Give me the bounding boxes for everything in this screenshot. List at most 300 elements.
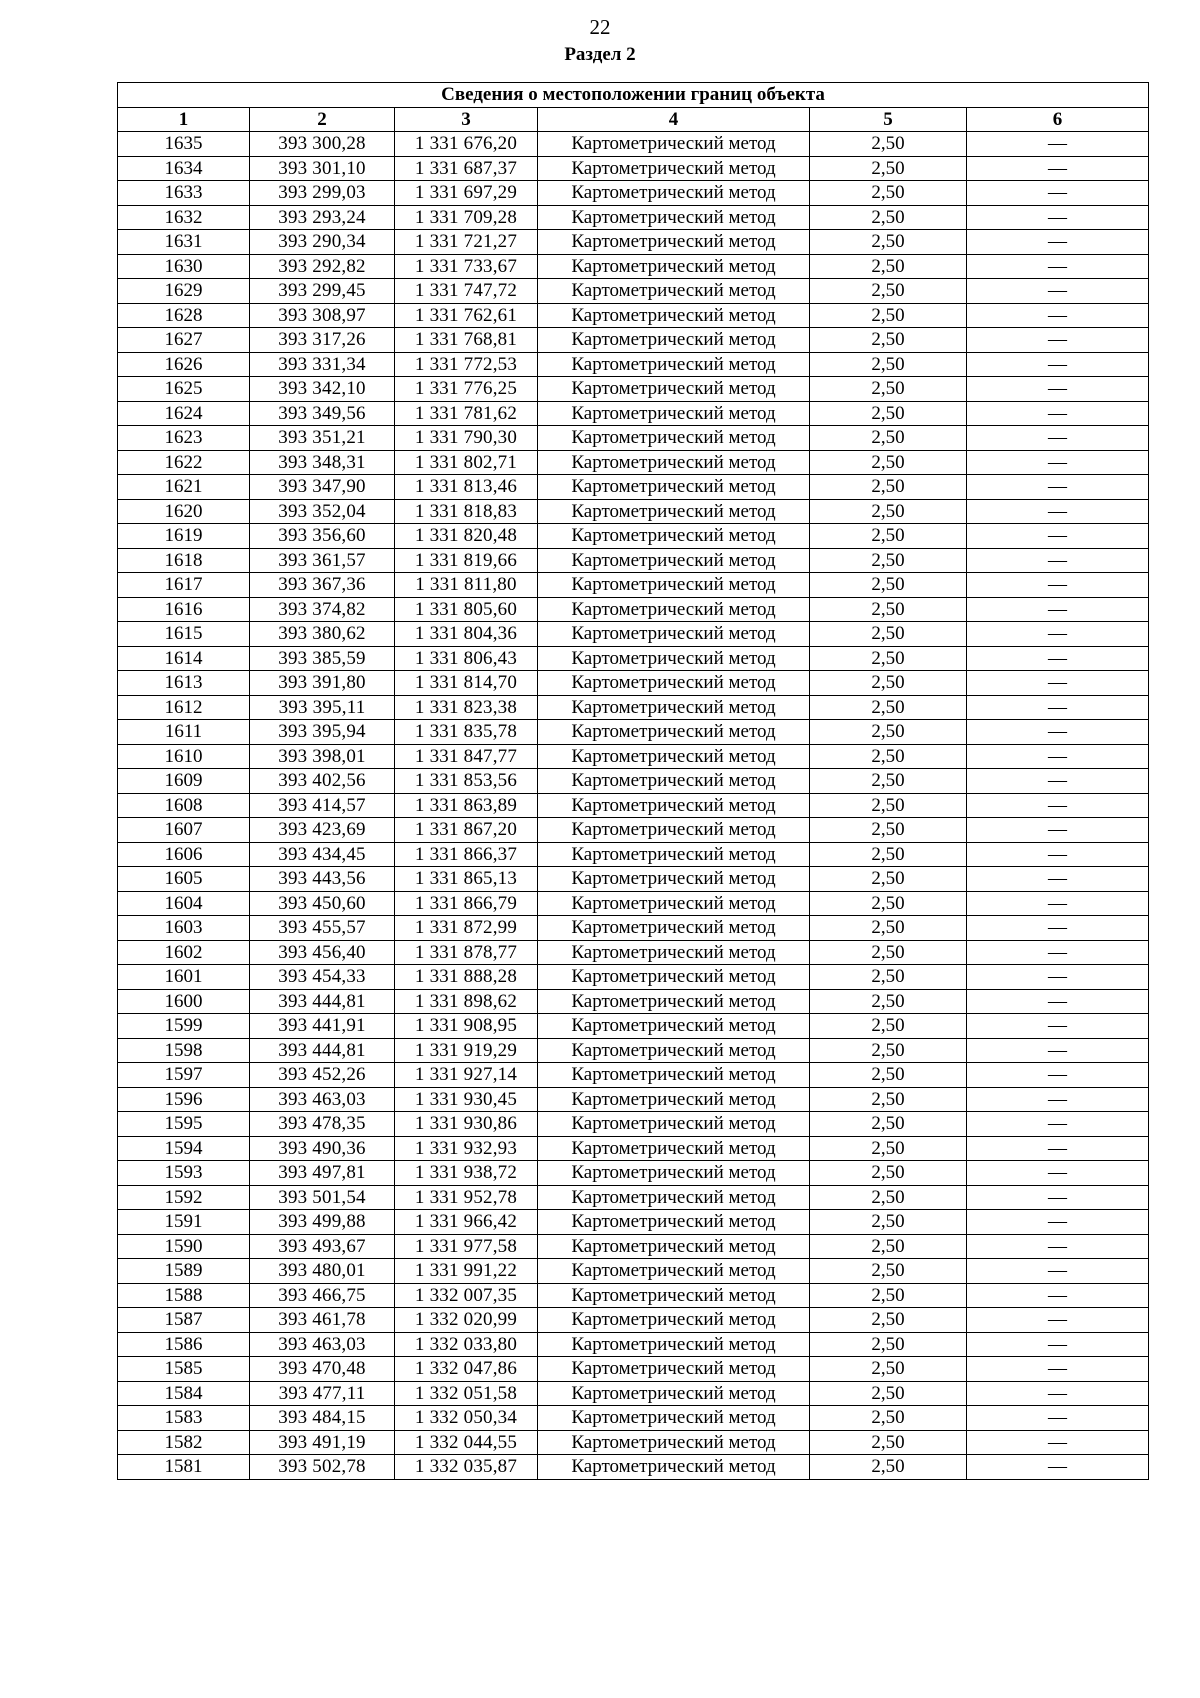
note-cell: — <box>967 1381 1149 1406</box>
y-coordinate-cell: 1 331 927,14 <box>395 1063 538 1088</box>
y-coordinate-cell: 1 331 676,20 <box>395 132 538 157</box>
note-cell: — <box>967 818 1149 843</box>
x-coordinate-cell: 393 395,94 <box>250 720 395 745</box>
x-coordinate-cell: 393 361,57 <box>250 548 395 573</box>
point-number-cell: 1624 <box>118 401 250 426</box>
accuracy-cell: 2,50 <box>810 1185 967 1210</box>
note-cell: — <box>967 1308 1149 1333</box>
column-number: 2 <box>250 107 395 132</box>
table-row <box>118 940 1149 965</box>
point-number-cell: 1614 <box>118 646 250 671</box>
y-coordinate-cell: 1 331 697,29 <box>395 181 538 206</box>
y-coordinate-cell: 1 331 721,27 <box>395 230 538 255</box>
x-coordinate-cell: 393 502,78 <box>250 1455 395 1480</box>
method-cell: Картометрический метод <box>538 842 810 867</box>
method-cell: Картометрический метод <box>538 1161 810 1186</box>
x-coordinate-cell: 393 385,59 <box>250 646 395 671</box>
note-cell: — <box>967 573 1149 598</box>
y-coordinate-cell: 1 331 932,93 <box>395 1136 538 1161</box>
x-coordinate-cell: 393 292,82 <box>250 254 395 279</box>
y-coordinate-cell: 1 331 867,20 <box>395 818 538 843</box>
accuracy-cell: 2,50 <box>810 744 967 769</box>
method-cell: Картометрический метод <box>538 793 810 818</box>
accuracy-cell: 2,50 <box>810 1406 967 1431</box>
point-number-cell: 1628 <box>118 303 250 328</box>
note-cell: — <box>967 254 1149 279</box>
note-cell: — <box>967 867 1149 892</box>
x-coordinate-cell: 393 477,11 <box>250 1381 395 1406</box>
y-coordinate-cell: 1 331 781,62 <box>395 401 538 426</box>
method-cell: Картометрический метод <box>538 230 810 255</box>
x-coordinate-cell: 393 452,26 <box>250 1063 395 1088</box>
point-number-cell: 1623 <box>118 426 250 451</box>
x-coordinate-cell: 393 301,10 <box>250 156 395 181</box>
note-cell: — <box>967 1136 1149 1161</box>
method-cell: Картометрический метод <box>538 1357 810 1382</box>
table-row <box>118 1357 1149 1382</box>
accuracy-cell: 2,50 <box>810 1381 967 1406</box>
accuracy-cell: 2,50 <box>810 450 967 475</box>
table-row <box>118 401 1149 426</box>
method-cell: Картометрический метод <box>538 1430 810 1455</box>
x-coordinate-cell: 393 463,03 <box>250 1087 395 1112</box>
point-number-cell: 1627 <box>118 328 250 353</box>
column-number: 3 <box>395 107 538 132</box>
accuracy-cell: 2,50 <box>810 1210 967 1235</box>
method-cell: Картометрический метод <box>538 891 810 916</box>
method-cell: Картометрический метод <box>538 818 810 843</box>
accuracy-cell: 2,50 <box>810 132 967 157</box>
note-cell: — <box>967 1430 1149 1455</box>
table-row <box>118 597 1149 622</box>
table-row <box>118 1332 1149 1357</box>
x-coordinate-cell: 393 423,69 <box>250 818 395 843</box>
x-coordinate-cell: 393 493,67 <box>250 1234 395 1259</box>
method-cell: Картометрический метод <box>538 671 810 696</box>
point-number-cell: 1589 <box>118 1259 250 1284</box>
y-coordinate-cell: 1 331 804,36 <box>395 622 538 647</box>
method-cell: Картометрический метод <box>538 1063 810 1088</box>
method-cell: Картометрический метод <box>538 1259 810 1284</box>
note-cell: — <box>967 940 1149 965</box>
accuracy-cell: 2,50 <box>810 940 967 965</box>
table-row <box>118 328 1149 353</box>
x-coordinate-cell: 393 395,11 <box>250 695 395 720</box>
point-number-cell: 1620 <box>118 499 250 524</box>
accuracy-cell: 2,50 <box>810 818 967 843</box>
y-coordinate-cell: 1 331 802,71 <box>395 450 538 475</box>
table-row <box>118 475 1149 500</box>
method-cell: Картометрический метод <box>538 622 810 647</box>
point-number-cell: 1631 <box>118 230 250 255</box>
point-number-cell: 1593 <box>118 1161 250 1186</box>
note-cell: — <box>967 352 1149 377</box>
x-coordinate-cell: 393 374,82 <box>250 597 395 622</box>
y-coordinate-cell: 1 331 814,70 <box>395 671 538 696</box>
note-cell: — <box>967 230 1149 255</box>
accuracy-cell: 2,50 <box>810 793 967 818</box>
x-coordinate-cell: 393 308,97 <box>250 303 395 328</box>
y-coordinate-cell: 1 331 952,78 <box>395 1185 538 1210</box>
note-cell: — <box>967 1455 1149 1480</box>
note-cell: — <box>967 1161 1149 1186</box>
y-coordinate-cell: 1 332 033,80 <box>395 1332 538 1357</box>
y-coordinate-cell: 1 331 811,80 <box>395 573 538 598</box>
y-coordinate-cell: 1 331 866,37 <box>395 842 538 867</box>
method-cell: Картометрический метод <box>538 352 810 377</box>
y-coordinate-cell: 1 331 865,13 <box>395 867 538 892</box>
table-row <box>118 622 1149 647</box>
note-cell: — <box>967 842 1149 867</box>
point-number-cell: 1601 <box>118 965 250 990</box>
point-number-cell: 1621 <box>118 475 250 500</box>
note-cell: — <box>967 328 1149 353</box>
x-coordinate-cell: 393 317,26 <box>250 328 395 353</box>
y-coordinate-cell: 1 331 790,30 <box>395 426 538 451</box>
point-number-cell: 1605 <box>118 867 250 892</box>
method-cell: Картометрический метод <box>538 426 810 451</box>
table-row <box>118 181 1149 206</box>
accuracy-cell: 2,50 <box>810 891 967 916</box>
table-row <box>118 744 1149 769</box>
note-cell: — <box>967 1406 1149 1431</box>
note-cell: — <box>967 1210 1149 1235</box>
table-row <box>118 132 1149 157</box>
y-coordinate-cell: 1 332 051,58 <box>395 1381 538 1406</box>
x-coordinate-cell: 393 391,80 <box>250 671 395 696</box>
note-cell: — <box>967 769 1149 794</box>
method-cell: Картометрический метод <box>538 867 810 892</box>
table-row <box>118 1259 1149 1284</box>
note-cell: — <box>967 695 1149 720</box>
note-cell: — <box>967 1185 1149 1210</box>
note-cell: — <box>967 181 1149 206</box>
method-cell: Картометрический метод <box>538 548 810 573</box>
note-cell: — <box>967 1357 1149 1382</box>
x-coordinate-cell: 393 455,57 <box>250 916 395 941</box>
y-coordinate-cell: 1 331 772,53 <box>395 352 538 377</box>
x-coordinate-cell: 393 299,03 <box>250 181 395 206</box>
note-cell: — <box>967 891 1149 916</box>
section-title: Раздел 2 <box>564 44 636 65</box>
method-cell: Картометрический метод <box>538 279 810 304</box>
table-row <box>118 426 1149 451</box>
y-coordinate-cell: 1 332 050,34 <box>395 1406 538 1431</box>
page-number: 22 <box>589 15 611 39</box>
point-number-cell: 1587 <box>118 1308 250 1333</box>
x-coordinate-cell: 393 499,88 <box>250 1210 395 1235</box>
accuracy-cell: 2,50 <box>810 965 967 990</box>
y-coordinate-cell: 1 331 776,25 <box>395 377 538 402</box>
y-coordinate-cell: 1 331 866,79 <box>395 891 538 916</box>
x-coordinate-cell: 393 398,01 <box>250 744 395 769</box>
note-cell: — <box>967 1332 1149 1357</box>
accuracy-cell: 2,50 <box>810 328 967 353</box>
y-coordinate-cell: 1 332 047,86 <box>395 1357 538 1382</box>
point-number-cell: 1607 <box>118 818 250 843</box>
point-number-cell: 1609 <box>118 769 250 794</box>
x-coordinate-cell: 393 342,10 <box>250 377 395 402</box>
point-number-cell: 1626 <box>118 352 250 377</box>
point-number-cell: 1590 <box>118 1234 250 1259</box>
x-coordinate-cell: 393 331,34 <box>250 352 395 377</box>
table-row <box>118 156 1149 181</box>
method-cell: Картометрический метод <box>538 156 810 181</box>
x-coordinate-cell: 393 349,56 <box>250 401 395 426</box>
accuracy-cell: 2,50 <box>810 303 967 328</box>
table-row <box>118 720 1149 745</box>
y-coordinate-cell: 1 331 806,43 <box>395 646 538 671</box>
method-cell: Картометрический метод <box>538 1308 810 1333</box>
y-coordinate-cell: 1 331 835,78 <box>395 720 538 745</box>
point-number-cell: 1602 <box>118 940 250 965</box>
note-cell: — <box>967 622 1149 647</box>
point-number-cell: 1622 <box>118 450 250 475</box>
accuracy-cell: 2,50 <box>810 1234 967 1259</box>
column-number: 6 <box>967 107 1149 132</box>
method-cell: Картометрический метод <box>538 132 810 157</box>
table-row <box>118 1087 1149 1112</box>
note-cell: — <box>967 279 1149 304</box>
table-row <box>118 499 1149 524</box>
method-cell: Картометрический метод <box>538 401 810 426</box>
point-number-cell: 1604 <box>118 891 250 916</box>
point-number-cell: 1625 <box>118 377 250 402</box>
table-row <box>118 1136 1149 1161</box>
method-cell: Картометрический метод <box>538 573 810 598</box>
table-row <box>118 279 1149 304</box>
accuracy-cell: 2,50 <box>810 426 967 451</box>
point-number-cell: 1615 <box>118 622 250 647</box>
note-cell: — <box>967 1038 1149 1063</box>
method-cell: Картометрический метод <box>538 1087 810 1112</box>
table-row <box>118 1283 1149 1308</box>
column-number: 5 <box>810 107 967 132</box>
x-coordinate-cell: 393 456,40 <box>250 940 395 965</box>
point-number-cell: 1629 <box>118 279 250 304</box>
table-row <box>118 1185 1149 1210</box>
point-number-cell: 1618 <box>118 548 250 573</box>
note-cell: — <box>967 965 1149 990</box>
note-cell: — <box>967 1063 1149 1088</box>
note-cell: — <box>967 303 1149 328</box>
table-row <box>118 573 1149 598</box>
x-coordinate-cell: 393 348,31 <box>250 450 395 475</box>
method-cell: Картометрический метод <box>538 1406 810 1431</box>
point-number-cell: 1597 <box>118 1063 250 1088</box>
accuracy-cell: 2,50 <box>810 1063 967 1088</box>
y-coordinate-cell: 1 331 847,77 <box>395 744 538 769</box>
x-coordinate-cell: 393 450,60 <box>250 891 395 916</box>
table-row <box>118 793 1149 818</box>
x-coordinate-cell: 393 480,01 <box>250 1259 395 1284</box>
y-coordinate-cell: 1 332 035,87 <box>395 1455 538 1480</box>
y-coordinate-cell: 1 331 768,81 <box>395 328 538 353</box>
point-number-cell: 1613 <box>118 671 250 696</box>
method-cell: Картометрический метод <box>538 205 810 230</box>
method-cell: Картометрический метод <box>538 377 810 402</box>
method-cell: Картометрический метод <box>538 499 810 524</box>
point-number-cell: 1608 <box>118 793 250 818</box>
point-number-cell: 1616 <box>118 597 250 622</box>
x-coordinate-cell: 393 380,62 <box>250 622 395 647</box>
x-coordinate-cell: 393 367,36 <box>250 573 395 598</box>
note-cell: — <box>967 377 1149 402</box>
note-cell: — <box>967 548 1149 573</box>
x-coordinate-cell: 393 441,91 <box>250 1014 395 1039</box>
table-row <box>118 1112 1149 1137</box>
point-number-cell: 1619 <box>118 524 250 549</box>
accuracy-cell: 2,50 <box>810 842 967 867</box>
x-coordinate-cell: 393 461,78 <box>250 1308 395 1333</box>
method-cell: Картометрический метод <box>538 744 810 769</box>
point-number-cell: 1634 <box>118 156 250 181</box>
method-cell: Картометрический метод <box>538 1381 810 1406</box>
x-coordinate-cell: 393 463,03 <box>250 1332 395 1357</box>
table-row <box>118 254 1149 279</box>
x-coordinate-cell: 393 491,19 <box>250 1430 395 1455</box>
y-coordinate-cell: 1 331 888,28 <box>395 965 538 990</box>
table-row <box>118 205 1149 230</box>
note-cell: — <box>967 1283 1149 1308</box>
accuracy-cell: 2,50 <box>810 1455 967 1480</box>
y-coordinate-cell: 1 332 007,35 <box>395 1283 538 1308</box>
note-cell: — <box>967 597 1149 622</box>
x-coordinate-cell: 393 300,28 <box>250 132 395 157</box>
accuracy-cell: 2,50 <box>810 377 967 402</box>
point-number-cell: 1599 <box>118 1014 250 1039</box>
note-cell: — <box>967 156 1149 181</box>
x-coordinate-cell: 393 470,48 <box>250 1357 395 1382</box>
accuracy-cell: 2,50 <box>810 524 967 549</box>
x-coordinate-cell: 393 444,81 <box>250 1038 395 1063</box>
x-coordinate-cell: 393 356,60 <box>250 524 395 549</box>
point-number-cell: 1630 <box>118 254 250 279</box>
accuracy-cell: 2,50 <box>810 230 967 255</box>
table-row <box>118 671 1149 696</box>
note-cell: — <box>967 205 1149 230</box>
x-coordinate-cell: 393 478,35 <box>250 1112 395 1137</box>
note-cell: — <box>967 426 1149 451</box>
note-cell: — <box>967 450 1149 475</box>
accuracy-cell: 2,50 <box>810 1136 967 1161</box>
note-cell: — <box>967 1087 1149 1112</box>
accuracy-cell: 2,50 <box>810 1308 967 1333</box>
x-coordinate-cell: 393 299,45 <box>250 279 395 304</box>
x-coordinate-cell: 393 443,56 <box>250 867 395 892</box>
note-cell: — <box>967 524 1149 549</box>
method-cell: Картометрический метод <box>538 720 810 745</box>
accuracy-cell: 2,50 <box>810 1038 967 1063</box>
accuracy-cell: 2,50 <box>810 597 967 622</box>
accuracy-cell: 2,50 <box>810 401 967 426</box>
accuracy-cell: 2,50 <box>810 769 967 794</box>
point-number-cell: 1583 <box>118 1406 250 1431</box>
point-number-cell: 1603 <box>118 916 250 941</box>
y-coordinate-cell: 1 331 991,22 <box>395 1259 538 1284</box>
method-cell: Картометрический метод <box>538 328 810 353</box>
method-cell: Картометрический метод <box>538 940 810 965</box>
y-coordinate-cell: 1 331 977,58 <box>395 1234 538 1259</box>
method-cell: Картометрический метод <box>538 1038 810 1063</box>
method-cell: Картометрический метод <box>538 1455 810 1480</box>
method-cell: Картометрический метод <box>538 965 810 990</box>
y-coordinate-cell: 1 331 813,46 <box>395 475 538 500</box>
point-number-cell: 1610 <box>118 744 250 769</box>
x-coordinate-cell: 393 501,54 <box>250 1185 395 1210</box>
y-coordinate-cell: 1 331 878,77 <box>395 940 538 965</box>
accuracy-cell: 2,50 <box>810 720 967 745</box>
accuracy-cell: 2,50 <box>810 181 967 206</box>
note-cell: — <box>967 671 1149 696</box>
y-coordinate-cell: 1 331 930,45 <box>395 1087 538 1112</box>
method-cell: Картометрический метод <box>538 989 810 1014</box>
table-row <box>118 548 1149 573</box>
table-row <box>118 646 1149 671</box>
note-cell: — <box>967 132 1149 157</box>
accuracy-cell: 2,50 <box>810 695 967 720</box>
x-coordinate-cell: 393 290,34 <box>250 230 395 255</box>
table-row <box>118 891 1149 916</box>
note-cell: — <box>967 793 1149 818</box>
point-number-cell: 1581 <box>118 1455 250 1480</box>
accuracy-cell: 2,50 <box>810 254 967 279</box>
accuracy-cell: 2,50 <box>810 1430 967 1455</box>
y-coordinate-cell: 1 331 919,29 <box>395 1038 538 1063</box>
note-cell: — <box>967 475 1149 500</box>
method-cell: Картометрический метод <box>538 303 810 328</box>
note-cell: — <box>967 1259 1149 1284</box>
point-number-cell: 1606 <box>118 842 250 867</box>
point-number-cell: 1586 <box>118 1332 250 1357</box>
table-body <box>118 132 1149 1480</box>
table-row <box>118 842 1149 867</box>
method-cell: Картометрический метод <box>538 450 810 475</box>
x-coordinate-cell: 393 352,04 <box>250 499 395 524</box>
table-row <box>118 450 1149 475</box>
note-cell: — <box>967 989 1149 1014</box>
accuracy-cell: 2,50 <box>810 156 967 181</box>
table-row <box>118 769 1149 794</box>
table-row <box>118 1038 1149 1063</box>
point-number-cell: 1595 <box>118 1112 250 1137</box>
y-coordinate-cell: 1 331 819,66 <box>395 548 538 573</box>
point-number-cell: 1600 <box>118 989 250 1014</box>
point-number-cell: 1582 <box>118 1430 250 1455</box>
accuracy-cell: 2,50 <box>810 989 967 1014</box>
method-cell: Картометрический метод <box>538 769 810 794</box>
table-row <box>118 1308 1149 1333</box>
table-row <box>118 303 1149 328</box>
y-coordinate-cell: 1 332 044,55 <box>395 1430 538 1455</box>
table-row <box>118 1210 1149 1235</box>
accuracy-cell: 2,50 <box>810 205 967 230</box>
x-coordinate-cell: 393 434,45 <box>250 842 395 867</box>
accuracy-cell: 2,50 <box>810 573 967 598</box>
method-cell: Картометрический метод <box>538 1332 810 1357</box>
point-number-cell: 1596 <box>118 1087 250 1112</box>
table-row <box>118 524 1149 549</box>
point-number-cell: 1594 <box>118 1136 250 1161</box>
point-number-cell: 1633 <box>118 181 250 206</box>
method-cell: Картометрический метод <box>538 597 810 622</box>
point-number-cell: 1598 <box>118 1038 250 1063</box>
table-row <box>118 230 1149 255</box>
table-row <box>118 1430 1149 1455</box>
accuracy-cell: 2,50 <box>810 916 967 941</box>
table-row <box>118 989 1149 1014</box>
x-coordinate-cell: 393 414,57 <box>250 793 395 818</box>
